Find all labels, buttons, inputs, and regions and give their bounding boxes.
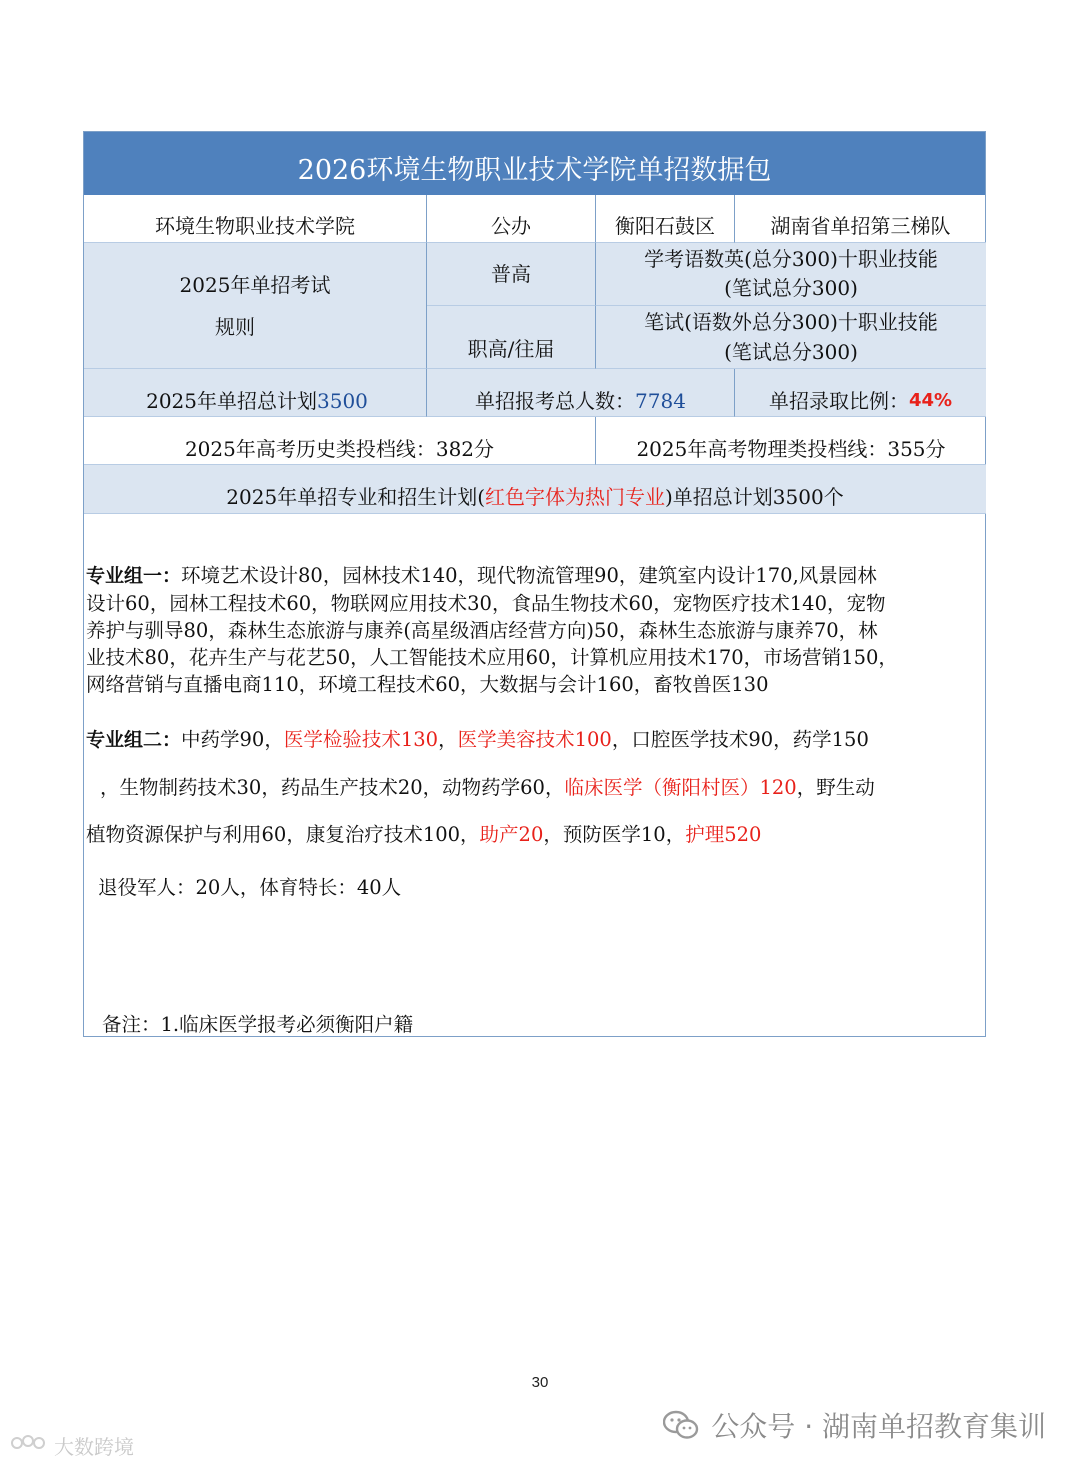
major-group-1-label: 专业组一：: [86, 565, 182, 587]
hot-major-item: 护理520: [685, 823, 762, 846]
plan-header: [84, 465, 986, 514]
plan-header-highlight: 红色字体为热门专业: [485, 485, 665, 509]
major-group-1-line: 设计60，园林工程技术60，物联网应用技术30，食品生物技术60，宠物医疗技术140，宠物: [86, 592, 886, 615]
exam-rules-label-line2: 规则: [215, 314, 255, 339]
admission-ratio-label: 单招录取比例：: [768, 388, 909, 413]
admission-ratio: [735, 369, 986, 417]
major-group-1-line: 养护与驯导80，森林生态旅游与康养(高星级酒店经营方向)50，森林生态旅游与康养70，林: [86, 619, 878, 642]
major-group-2: [86, 716, 978, 858]
sheet-title: 2026环境生物职业技术学院单招数据包: [84, 132, 985, 195]
track-vocational-desc-line1: 笔试(语数外总分300)十职业技能: [644, 310, 938, 334]
school-name: 环境生物职业技术学院: [84, 195, 427, 243]
school-location: 衡阳石鼓区: [596, 195, 735, 243]
track-vocational-desc-line2: (笔试总分300): [724, 340, 858, 364]
admission-ratio-value: 44%: [908, 390, 953, 411]
history-cutoff: 2025年高考历史类投档线：382分: [84, 417, 596, 465]
track-regular-desc-line1: 学考语数英(总分300)十职业技能: [644, 247, 938, 271]
corner-watermark-text: 大数跨境: [54, 1435, 134, 1459]
plan-header-prefix: 2025年单招专业和招生计划(: [226, 485, 485, 509]
physics-cutoff: 2025年高考物理类投档线：355分: [596, 417, 986, 465]
total-applicants-value: 7784: [635, 388, 686, 413]
major-item: ，野生动: [796, 776, 875, 799]
track-regular-name: 普高: [427, 243, 596, 306]
total-applicants: [427, 369, 735, 417]
hot-major-item: 助产20: [479, 823, 544, 846]
exam-rules-label-line1: 2025年单招考试: [179, 272, 331, 297]
major-group-1-line: 环境艺术设计80，园林技术140，现代物流管理90，建筑室内设计170,风景园林: [181, 564, 877, 587]
major-item: 植物资源保护与利用60，康复治疗技术100，: [86, 823, 480, 846]
total-plan-label: 2025年单招总计划: [146, 388, 317, 413]
wechat-watermark-text: 公众号 · 湖南单招教育集训: [711, 1410, 1046, 1443]
remark-note: 备注：1.临床医学报考必须衡阳户籍: [102, 1013, 414, 1036]
corner-watermark: [10, 1431, 134, 1460]
total-plan: [84, 369, 427, 417]
school-type: 公办: [427, 195, 596, 243]
hot-major-item: 医学检验技术130: [283, 728, 439, 751]
data-sheet: [83, 131, 986, 1037]
major-item: ，: [438, 728, 458, 751]
school-tier: 湖南省单招第三梯队: [735, 195, 986, 243]
track-vocational-desc: [596, 306, 986, 369]
wechat-watermark: [663, 1405, 1046, 1445]
major-group-1: [86, 562, 978, 698]
track-regular-desc: [596, 243, 986, 306]
hot-major-item: 医学美容技术100: [457, 728, 612, 751]
hot-major-item: 临床医学（衡阳村医）120: [564, 776, 797, 799]
special-quota: 退役军人：20人，体育特长：40人: [98, 876, 402, 899]
major-group-2-label: 专业组二：: [86, 729, 182, 751]
major-item: 中药学90，: [181, 728, 284, 751]
page-number: 30: [531, 1374, 549, 1391]
exam-rules-label: [84, 243, 427, 369]
total-applicants-label: 单招报考总人数：: [475, 388, 636, 413]
brand-logo-icon: [10, 1432, 50, 1459]
plan-header-suffix: )单招总计划3500个: [665, 485, 844, 509]
major-group-1-line: 网络营销与直播电商110，环境工程技术60，大数据与会计160，畜牧兽医130: [86, 673, 769, 696]
total-plan-value: 3500: [317, 388, 368, 413]
major-item: ，口腔医学技术90，药学150: [611, 728, 869, 751]
track-regular-desc-line2: (笔试总分300): [724, 276, 858, 300]
major-item: ，生物制药技术30，药品生产技术20，动物药学60，: [100, 776, 565, 799]
major-group-1-line: 业技术80，花卉生产与花艺50，人工智能技术应用60，计算机应用技术170，市场营销150，: [86, 646, 898, 669]
track-vocational-name: 职高/往届: [427, 306, 596, 369]
wechat-icon: [663, 1410, 699, 1440]
major-item: ，预防医学10，: [543, 823, 686, 846]
